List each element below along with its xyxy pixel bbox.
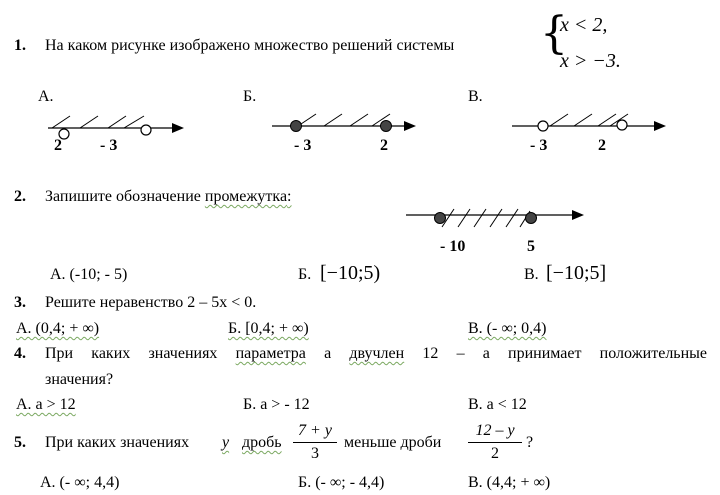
q4-question-text-line2: значения? — [45, 371, 114, 388]
filled-point-icon — [526, 213, 537, 224]
system-line-2: x > −3. — [560, 50, 621, 72]
q1-question-text: На каком рисунке изображено множество решений системы — [45, 37, 455, 54]
q5-option-c: В. (4,4; + ∞) — [468, 474, 551, 491]
q4-text-underlined: двучлен — [349, 345, 405, 362]
q2-number: 2. — [14, 188, 26, 205]
q1-option-c-number-line — [512, 114, 666, 131]
fraction-2 — [468, 422, 522, 463]
q2-question-text — [45, 188, 292, 206]
q1-a-label-right: - 3 — [100, 137, 118, 154]
q4-text-underlined: параметра — [235, 345, 306, 362]
q4-text-part: 12 – а принимает положительные — [404, 345, 708, 362]
q2-text-colon: : — [287, 188, 292, 205]
q5-text-part: меньше дроби — [344, 434, 442, 451]
q5-option-b: Б. (- ∞; - 4,4) — [298, 474, 385, 491]
q5-variable: y — [222, 434, 230, 451]
q1-option-b-number-line — [272, 114, 416, 132]
filled-point-icon — [435, 213, 446, 224]
fraction-2-denominator: 2 — [491, 445, 499, 462]
system-brace-icon: { — [540, 8, 568, 59]
q4-option-c: В. а < 12 — [468, 396, 527, 413]
q5-number: 5. — [14, 434, 26, 451]
q1-b-label-left: - 3 — [294, 137, 312, 154]
filled-point-icon — [381, 121, 392, 132]
q3-number: 3. — [14, 294, 26, 311]
q4-number: 4. — [14, 345, 26, 362]
q2-option-c-value: [−10;5] — [546, 262, 607, 284]
q1-option-c-letter: В. — [468, 88, 483, 105]
q4-text-part: При каких значениях — [45, 345, 236, 362]
open-point-icon — [538, 121, 548, 131]
q4-option-a: А. а > 12 — [16, 396, 76, 413]
q1-option-b-letter: Б. — [243, 88, 257, 105]
fraction-2-numerator: 12 – y — [475, 422, 515, 439]
q5-text-underlined: дробь — [242, 434, 282, 451]
q4-text-part: а — [305, 345, 350, 362]
fraction-1 — [293, 422, 337, 463]
q2-option-c-letter: В. — [524, 266, 539, 283]
q2-number-line — [406, 209, 584, 227]
q3-option-a: А. (0,4; + ∞) — [16, 320, 100, 337]
q3-question-text: Решите неравенство 2 – 5x < 0. — [45, 294, 257, 311]
q3-option-c: В. (- ∞; 0,4) — [468, 320, 547, 337]
q5-question-text: При каких значениях — [45, 434, 190, 451]
q3-option-b: Б. [0,4; + ∞) — [228, 320, 309, 337]
q1-option-a-number-line — [48, 116, 184, 139]
open-point-icon — [141, 125, 151, 135]
fraction-1-denominator: 3 — [311, 445, 319, 462]
q2-label-left: - 10 — [440, 238, 466, 255]
q5-question-mark: ? — [526, 434, 534, 451]
q1-c-label-left: - 3 — [530, 137, 548, 154]
q1-number: 1. — [14, 37, 26, 54]
q2-text-part: Запишите обозначение — [45, 188, 205, 205]
filled-point-icon — [291, 121, 302, 132]
q1-a-label-left: 2 — [54, 137, 62, 154]
open-point-icon — [617, 120, 627, 130]
q1-b-label-right: 2 — [380, 137, 388, 154]
q2-label-right: 5 — [527, 238, 535, 255]
q5-option-a: А. (- ∞; 4,4) — [40, 474, 120, 491]
q4-question-text — [45, 345, 707, 363]
q2-option-b-letter: Б. — [298, 266, 312, 283]
q2-text-underlined: промежутка — [204, 188, 288, 205]
q1-c-label-right: 2 — [598, 137, 606, 154]
q2-option-a: А. (-10; - 5) — [50, 266, 128, 283]
system-line-1: x < 2, — [560, 14, 608, 36]
q2-option-b-value: [−10;5) — [320, 262, 381, 284]
q1-option-a-letter: А. — [38, 88, 54, 105]
fraction-1-numerator: 7 + y — [298, 422, 332, 439]
q4-option-b: Б. а > - 12 — [243, 396, 310, 413]
